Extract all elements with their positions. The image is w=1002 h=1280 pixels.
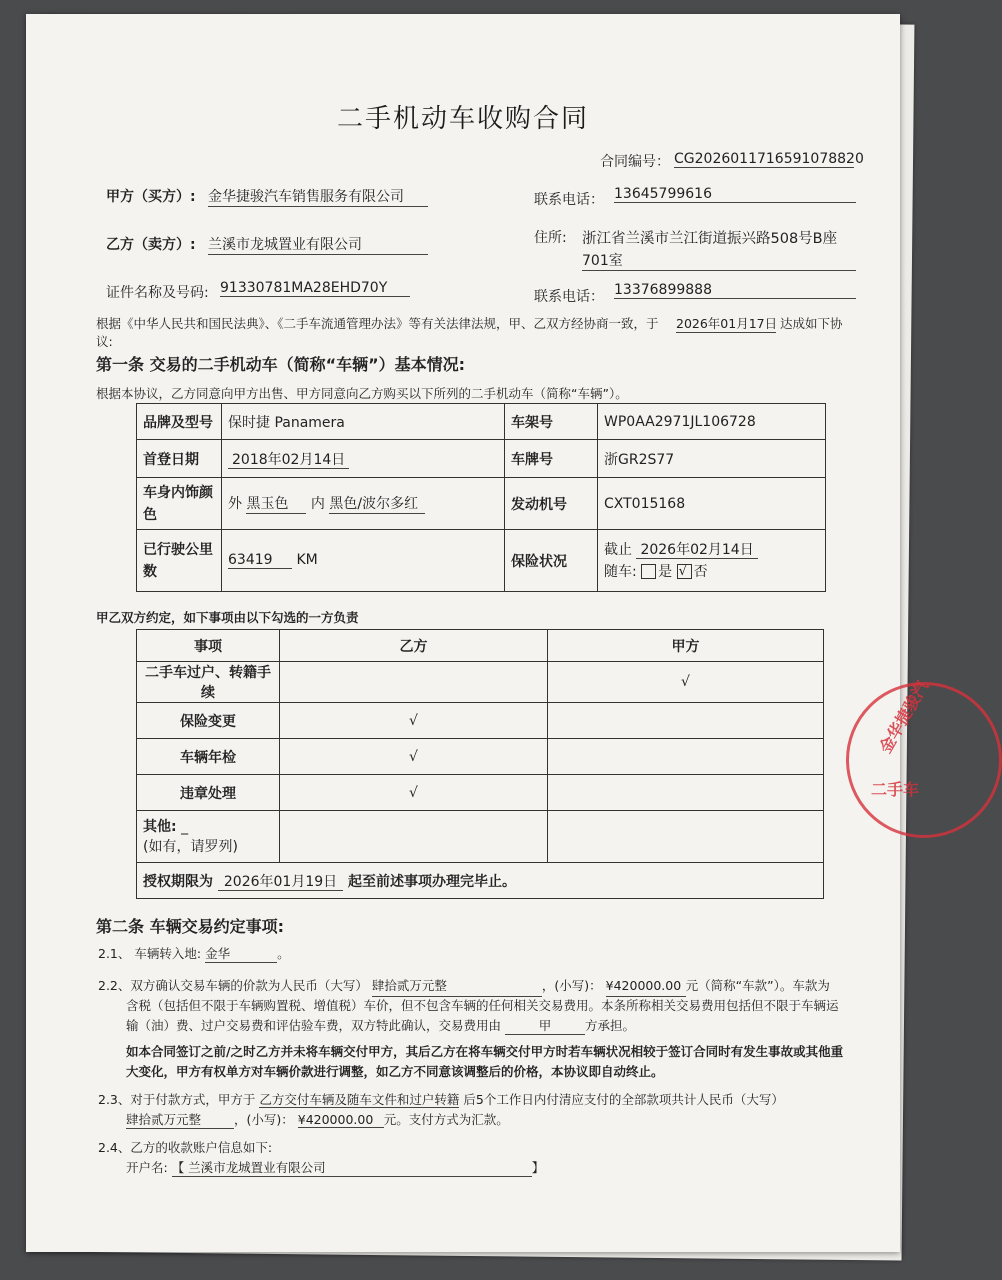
adjustment-clause-line2: 大变化，甲方有权单方对车辆价款进行调整，如乙方不同意该调整后的价格，本协议即自动终止。: [126, 1064, 664, 1079]
fee-payer: 甲: [505, 1016, 585, 1035]
insurance-until-label: 截止: [604, 541, 632, 558]
responsibility-lead: 甲乙双方约定，如下事项由以下勾选的一方负责: [96, 610, 359, 625]
article2-title: 第二条 车辆交易约定事项:: [96, 917, 284, 936]
agreement-date: 2026年01月17日: [676, 316, 778, 331]
clause-2-2-line2: 含税（包括但不限于车辆购置税、增值税）车价，但不包含车辆的任何相关交易费用。本条所称相关交易费用包括但不限于车辆运: [126, 998, 839, 1013]
plate-value: 浙GR2S77: [598, 440, 826, 478]
party-b-mark: √: [280, 739, 548, 775]
clause-2-1: 2.1、 车辆转入地: 金华 。: [98, 946, 290, 961]
table-row: [137, 662, 824, 703]
vehicle-info-table: [136, 403, 826, 592]
reg-date-value: 2018年02月14日: [228, 452, 349, 469]
brand-value: 保时捷 Panamera: [222, 404, 505, 440]
intro-text: 根据《中华人民共和国民法典》、《二手车流通管理办法》等有关法律法规，甲、乙双方经协商一致，于: [96, 316, 659, 331]
seal-text-2: 二手车: [871, 780, 920, 799]
exterior-color: 黑玉色: [246, 493, 306, 514]
party-b-phone: 13376899888: [614, 282, 856, 299]
other-party-a: [548, 811, 824, 863]
party-b-id-label: 证件名称及号码:: [106, 285, 209, 301]
mileage-value: 63419: [228, 552, 292, 569]
payment-lower: ¥420000.00: [298, 1112, 384, 1128]
price-lower: ¥420000.00: [606, 976, 686, 997]
deadline-date: 2026年01月19日: [218, 874, 343, 891]
account-name: 【 兰溪市龙城置业有限公司: [172, 1158, 532, 1177]
payment-upper: 肆拾贰万元整: [126, 1110, 234, 1129]
plate-label: 车牌号: [505, 440, 598, 478]
other-value: _: [181, 818, 189, 835]
contract-no: CG2026011716591078820: [674, 151, 864, 167]
item-cell: 二手车过户、转籍手续: [137, 662, 280, 703]
clause-2-2: 2.2、双方确认交易车辆的价款为人民币（大写） 肆拾贰万元整 ，(小写)： ¥420000.00 元（简称“车款”）。车款为: [98, 976, 830, 997]
party-b-address-line1: 浙江省兰溪市兰江街道振兴路508号B座: [582, 231, 838, 247]
party-b-address-label: 住所:: [534, 230, 567, 246]
intro-text-2: 议:: [96, 334, 113, 349]
party-a-phone: 13645799616: [614, 186, 856, 203]
mileage-unit: KM: [296, 552, 318, 568]
clause-2-4: 2.4、乙方的收款账户信息如下:: [98, 1140, 273, 1155]
table-row: [137, 739, 824, 775]
other-hint: (如有，请罗列): [143, 838, 238, 855]
table-row-other: [137, 811, 824, 863]
insurance-no-checkbox: [677, 564, 692, 579]
party-a-name: 金华捷骏汽车销售服务有限公司: [208, 186, 428, 207]
party-b-label: 乙方（卖方）:: [106, 237, 196, 253]
item-cell: 保险变更: [137, 703, 280, 739]
price-upper: 肆拾贰万元整: [372, 976, 542, 997]
color-label: 车身内饰颜 色: [137, 478, 222, 530]
party-b-id: 91330781MA28EHD70Y: [220, 280, 410, 297]
table-row: [137, 703, 824, 739]
company-seal: [846, 677, 1002, 838]
insurance-with-car-label: 随车:: [604, 563, 637, 580]
insurance-yes-label: 是: [658, 563, 673, 580]
party-b-phone-label: 联系电话：: [534, 289, 604, 305]
deadline-end: 起至前述事项办理完毕止。: [348, 873, 517, 890]
insurance-yes-checkbox: [641, 564, 656, 579]
exterior-prefix: 外: [228, 496, 242, 512]
article1-title: 第一条 交易的二手机动车（简称“车辆”）基本情况:: [96, 355, 466, 374]
responsibility-table: [136, 629, 824, 899]
party-b-address-line2: 701室: [582, 250, 856, 271]
article1-lead: 根据本协议，乙方同意向甲方出售、甲方同意向乙方购买以下所列的二手机动车（简称“车辆”）。: [96, 386, 628, 401]
other-label: 其他:: [143, 818, 177, 835]
mileage-cell: [222, 530, 505, 592]
account-name-line: 开户名: 【 兰溪市龙城置业有限公司 】: [126, 1160, 545, 1175]
clause-2-2-line3: 输（油）费、过户交易费和评估验车费，双方特此确认，交易费用由 甲 方承担。: [126, 1018, 636, 1033]
intro-text-end: 达成如下协: [780, 316, 843, 331]
reg-date-label: 首登日期: [137, 440, 222, 478]
party-b-mark: √: [280, 775, 548, 811]
adjustment-clause-line1: 如本合同签订之前/之时乙方并未将车辆交付甲方，其后乙方在将车辆交付甲方时若车辆状况相较于签订合同时有发生事故或其他重: [126, 1044, 844, 1059]
color-cell: [222, 478, 505, 530]
table-row: [137, 775, 824, 811]
insurance-no-label: 否: [693, 563, 708, 580]
destination-value: 金华: [205, 944, 277, 963]
col-party-a-header: 甲方: [548, 630, 824, 662]
insurance-until: 2026年02月14日: [636, 542, 757, 559]
party-a-mark: [548, 703, 824, 739]
engine-value: CXT015168: [598, 478, 826, 530]
mileage-label: 已行驶公里 数: [137, 530, 222, 592]
vin-value: WP0AA2971JL106728: [598, 404, 826, 440]
col-item-header: 事项: [137, 630, 280, 662]
vin-label: 车架号: [505, 404, 598, 440]
reg-date-cell: [222, 440, 505, 478]
deadline-cell: [137, 863, 824, 899]
col-party-b-header: 乙方: [280, 630, 548, 662]
payment-condition: 乙方交付车辆及随车文件和过户转籍: [259, 1092, 460, 1107]
brand-label: 品牌及型号: [137, 404, 222, 440]
party-b-name: 兰溪市龙城置业有限公司: [208, 234, 428, 255]
seal-text-1: 金华捷骏汽: [875, 677, 933, 757]
party-b-mark: [280, 662, 548, 703]
party-a-phone-label: 联系电话：: [534, 192, 604, 208]
party-a-mark: √: [548, 662, 824, 703]
clause-2-3: 2.3、对于付款方式，甲方于 乙方交付车辆及随车文件和过户转籍 后5个工作日内付清应支付的全部款项共计人民币（大写）: [98, 1092, 784, 1107]
insurance-label: 保险状况: [505, 530, 598, 592]
other-cell: [137, 811, 280, 863]
party-b-mark: √: [280, 703, 548, 739]
engine-label: 发动机号: [505, 478, 598, 530]
party-a-label: 甲方（买方）:: [106, 189, 196, 205]
contract-title: 二手机动车收购合同: [336, 104, 589, 134]
item-cell: 违章处理: [137, 775, 280, 811]
contract-no-label: 合同编号：: [600, 154, 670, 170]
contract-page: [26, 14, 933, 1252]
party-a-mark: [548, 775, 824, 811]
interior-color: 黑色/波尔多红: [329, 493, 425, 514]
other-party-b: [280, 811, 548, 863]
clause-2-3-line2: 肆拾贰万元整 ，(小写)： ¥420000.00 元。支付方式为汇款。: [126, 1112, 509, 1127]
interior-prefix: 内: [310, 496, 325, 512]
deadline-label: 授权期限为: [143, 873, 213, 890]
insurance-cell: [598, 530, 826, 592]
party-a-mark: [548, 739, 824, 775]
item-cell: 车辆年检: [137, 739, 280, 775]
